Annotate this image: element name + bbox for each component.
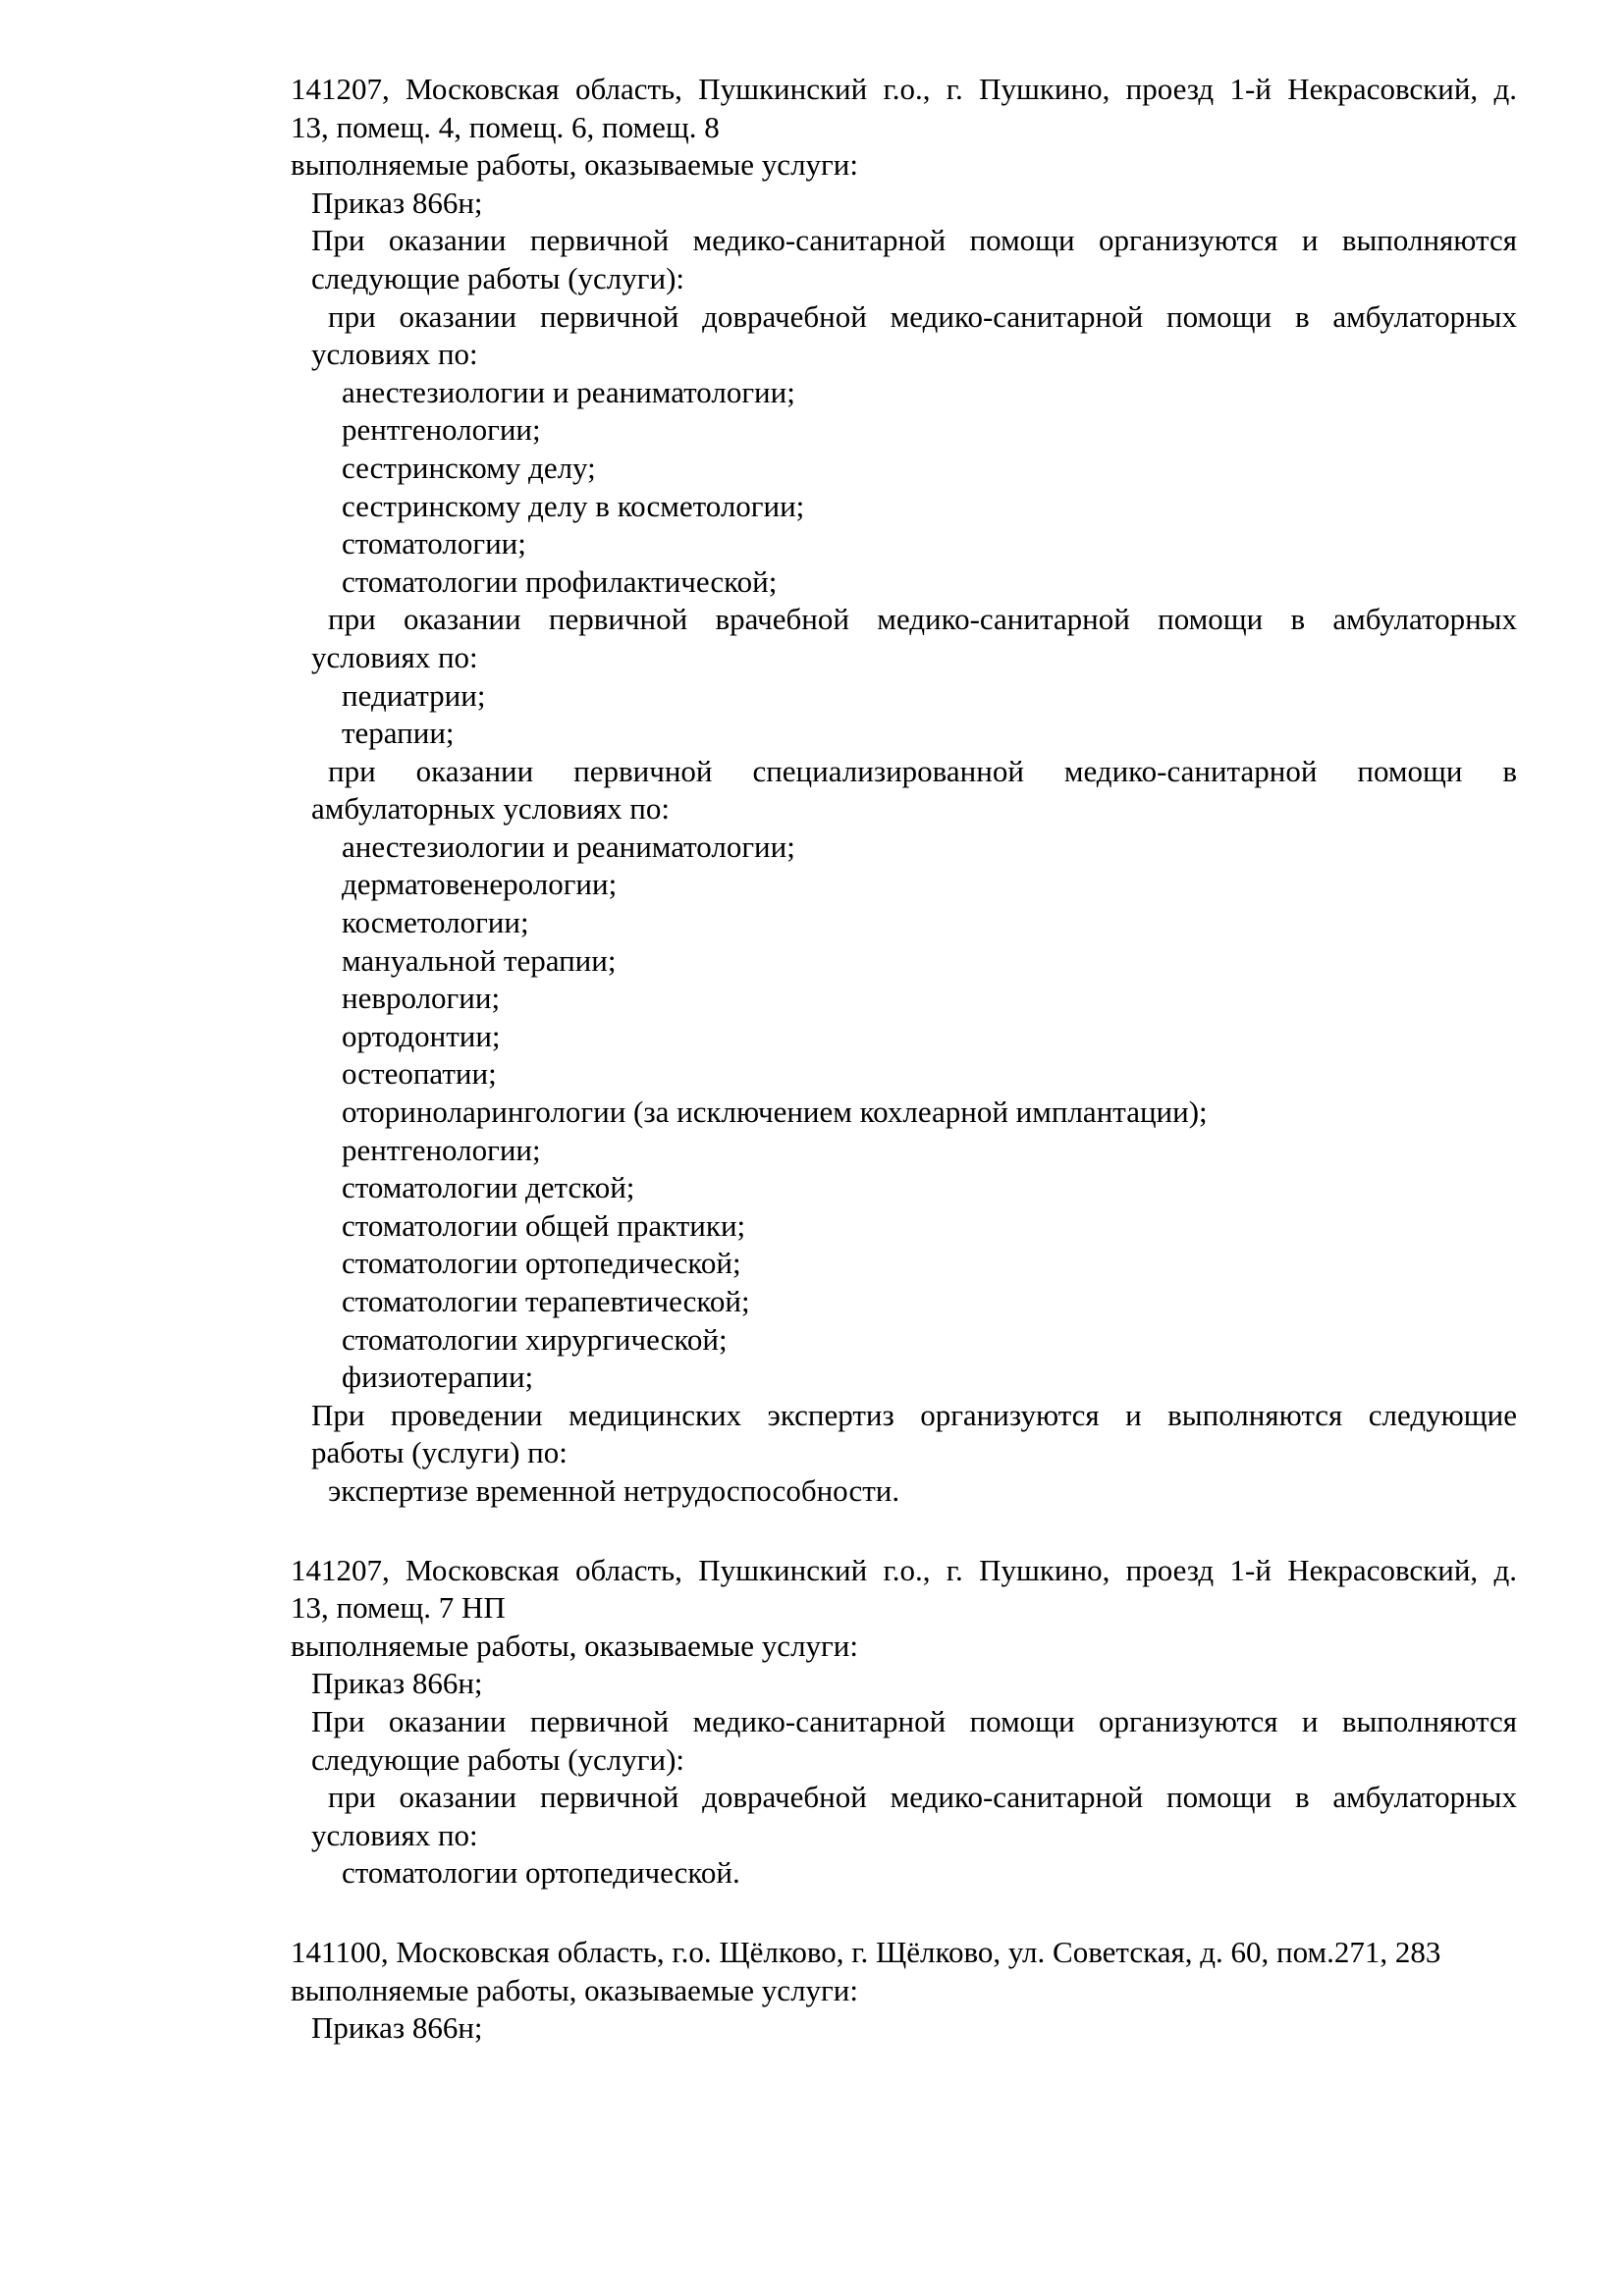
service-item: стоматологии терапевтической; [342,1284,750,1318]
service-item: анестезиологии и реаниматологии; [342,828,795,864]
address-line: 141207, Московская область, Пушкинский г.о., г. Пушкино, проезд 1-й Некрасовский, д. [291,72,1517,106]
order-line: Приказ 866н; [311,185,483,220]
service-item: стоматологии; [342,526,526,561]
service-item: стоматологии ортопедической. [342,1855,740,1891]
service-item: сестринскому делу; [342,450,596,485]
service-item: терапии; [342,716,455,751]
paragraph-line: При оказании первичной медико-санитарной помощи организуются и выполняются [311,223,1517,258]
blank-line [291,1511,1517,1552]
paragraph-line: при оказании первичной врачебной медико-санитарной помощи в амбулаторных [328,602,1517,637]
service-item: экспертизе временной нетрудоспособности. [328,1472,900,1508]
service-item: оториноларингологии (за исключением кохлеарной имплантации); [342,1095,1208,1130]
works-services-label: выполняемые работы, оказываемые услуги: [291,1972,858,2007]
paragraph-line: условиях по: [311,1817,478,1852]
paragraph-line: при оказании первичной специализированной медико-санитарной помощи в [328,753,1517,788]
order-line: Приказ 866н; [311,2010,483,2046]
service-item: анестезиологии и реаниматологии; [342,374,795,409]
service-item: рентгенологии; [342,412,541,448]
service-item: дерматовенерологии; [342,867,618,902]
paragraph-line: следующие работы (услуги): [311,260,685,295]
service-item: неврологии; [342,981,501,1016]
order-line: Приказ 866н; [311,1666,483,1701]
address-line: 141207, Московская область, Пушкинский г.о., г. Пушкино, проезд 1-й Некрасовский, д. [291,1552,1517,1587]
paragraph-line: работы (услуги) по: [311,1435,568,1470]
paragraph-line: при оказании первичной доврачебной медико-санитарной помощи в амбулаторных [328,1780,1517,1815]
paragraph-line: условиях по: [311,639,478,674]
service-item: стоматологии ортопедической; [342,1246,741,1281]
service-item: стоматологии профилактической; [342,563,778,599]
paragraph-line: следующие работы (услуги): [311,1741,685,1777]
paragraph-line: амбулаторных условиях по: [311,791,671,827]
works-services-label: выполняемые работы, оказываемые услуги: [291,1628,858,1663]
address-line: 13, помещ. 4, помещ. 6, помещ. 8 [291,109,720,144]
service-item: педиатрии; [342,677,486,713]
works-services-label: выполняемые работы, оказываемые услуги: [291,147,858,183]
service-item: остеопатии; [342,1056,497,1092]
service-item: рентгенологии; [342,1132,541,1167]
service-item: косметологии; [342,905,529,940]
address-line: 141100, Московская область, г.о. Щёлково, г. Щёлково, ул. Советская, д. 60, пом.271, 283 [291,1934,1441,1969]
address-line: 13, помещ. 7 НП [291,1590,506,1626]
paragraph-line: При оказании первичной медико-санитарной помощи организуются и выполняются [311,1703,1517,1738]
document-text-block [291,71,1517,2048]
service-item: стоматологии детской; [342,1170,635,1205]
service-item: мануальной терапии; [342,942,617,978]
paragraph-line: При проведении медицинских экспертиз организуются и выполняются следующие [311,1397,1517,1432]
service-item: сестринскому делу в косметологии; [342,488,805,523]
service-item: ортодонтии; [342,1018,501,1053]
service-item: физиотерапии; [342,1360,534,1395]
paragraph-line: условиях по: [311,337,478,372]
blank-line [291,1893,1517,1934]
service-item: стоматологии хирургической; [342,1321,728,1357]
service-item: стоматологии общей практики; [342,1207,746,1243]
paragraph-line: при оказании первичной доврачебной медико-санитарной помощи в амбулаторных [328,298,1517,334]
